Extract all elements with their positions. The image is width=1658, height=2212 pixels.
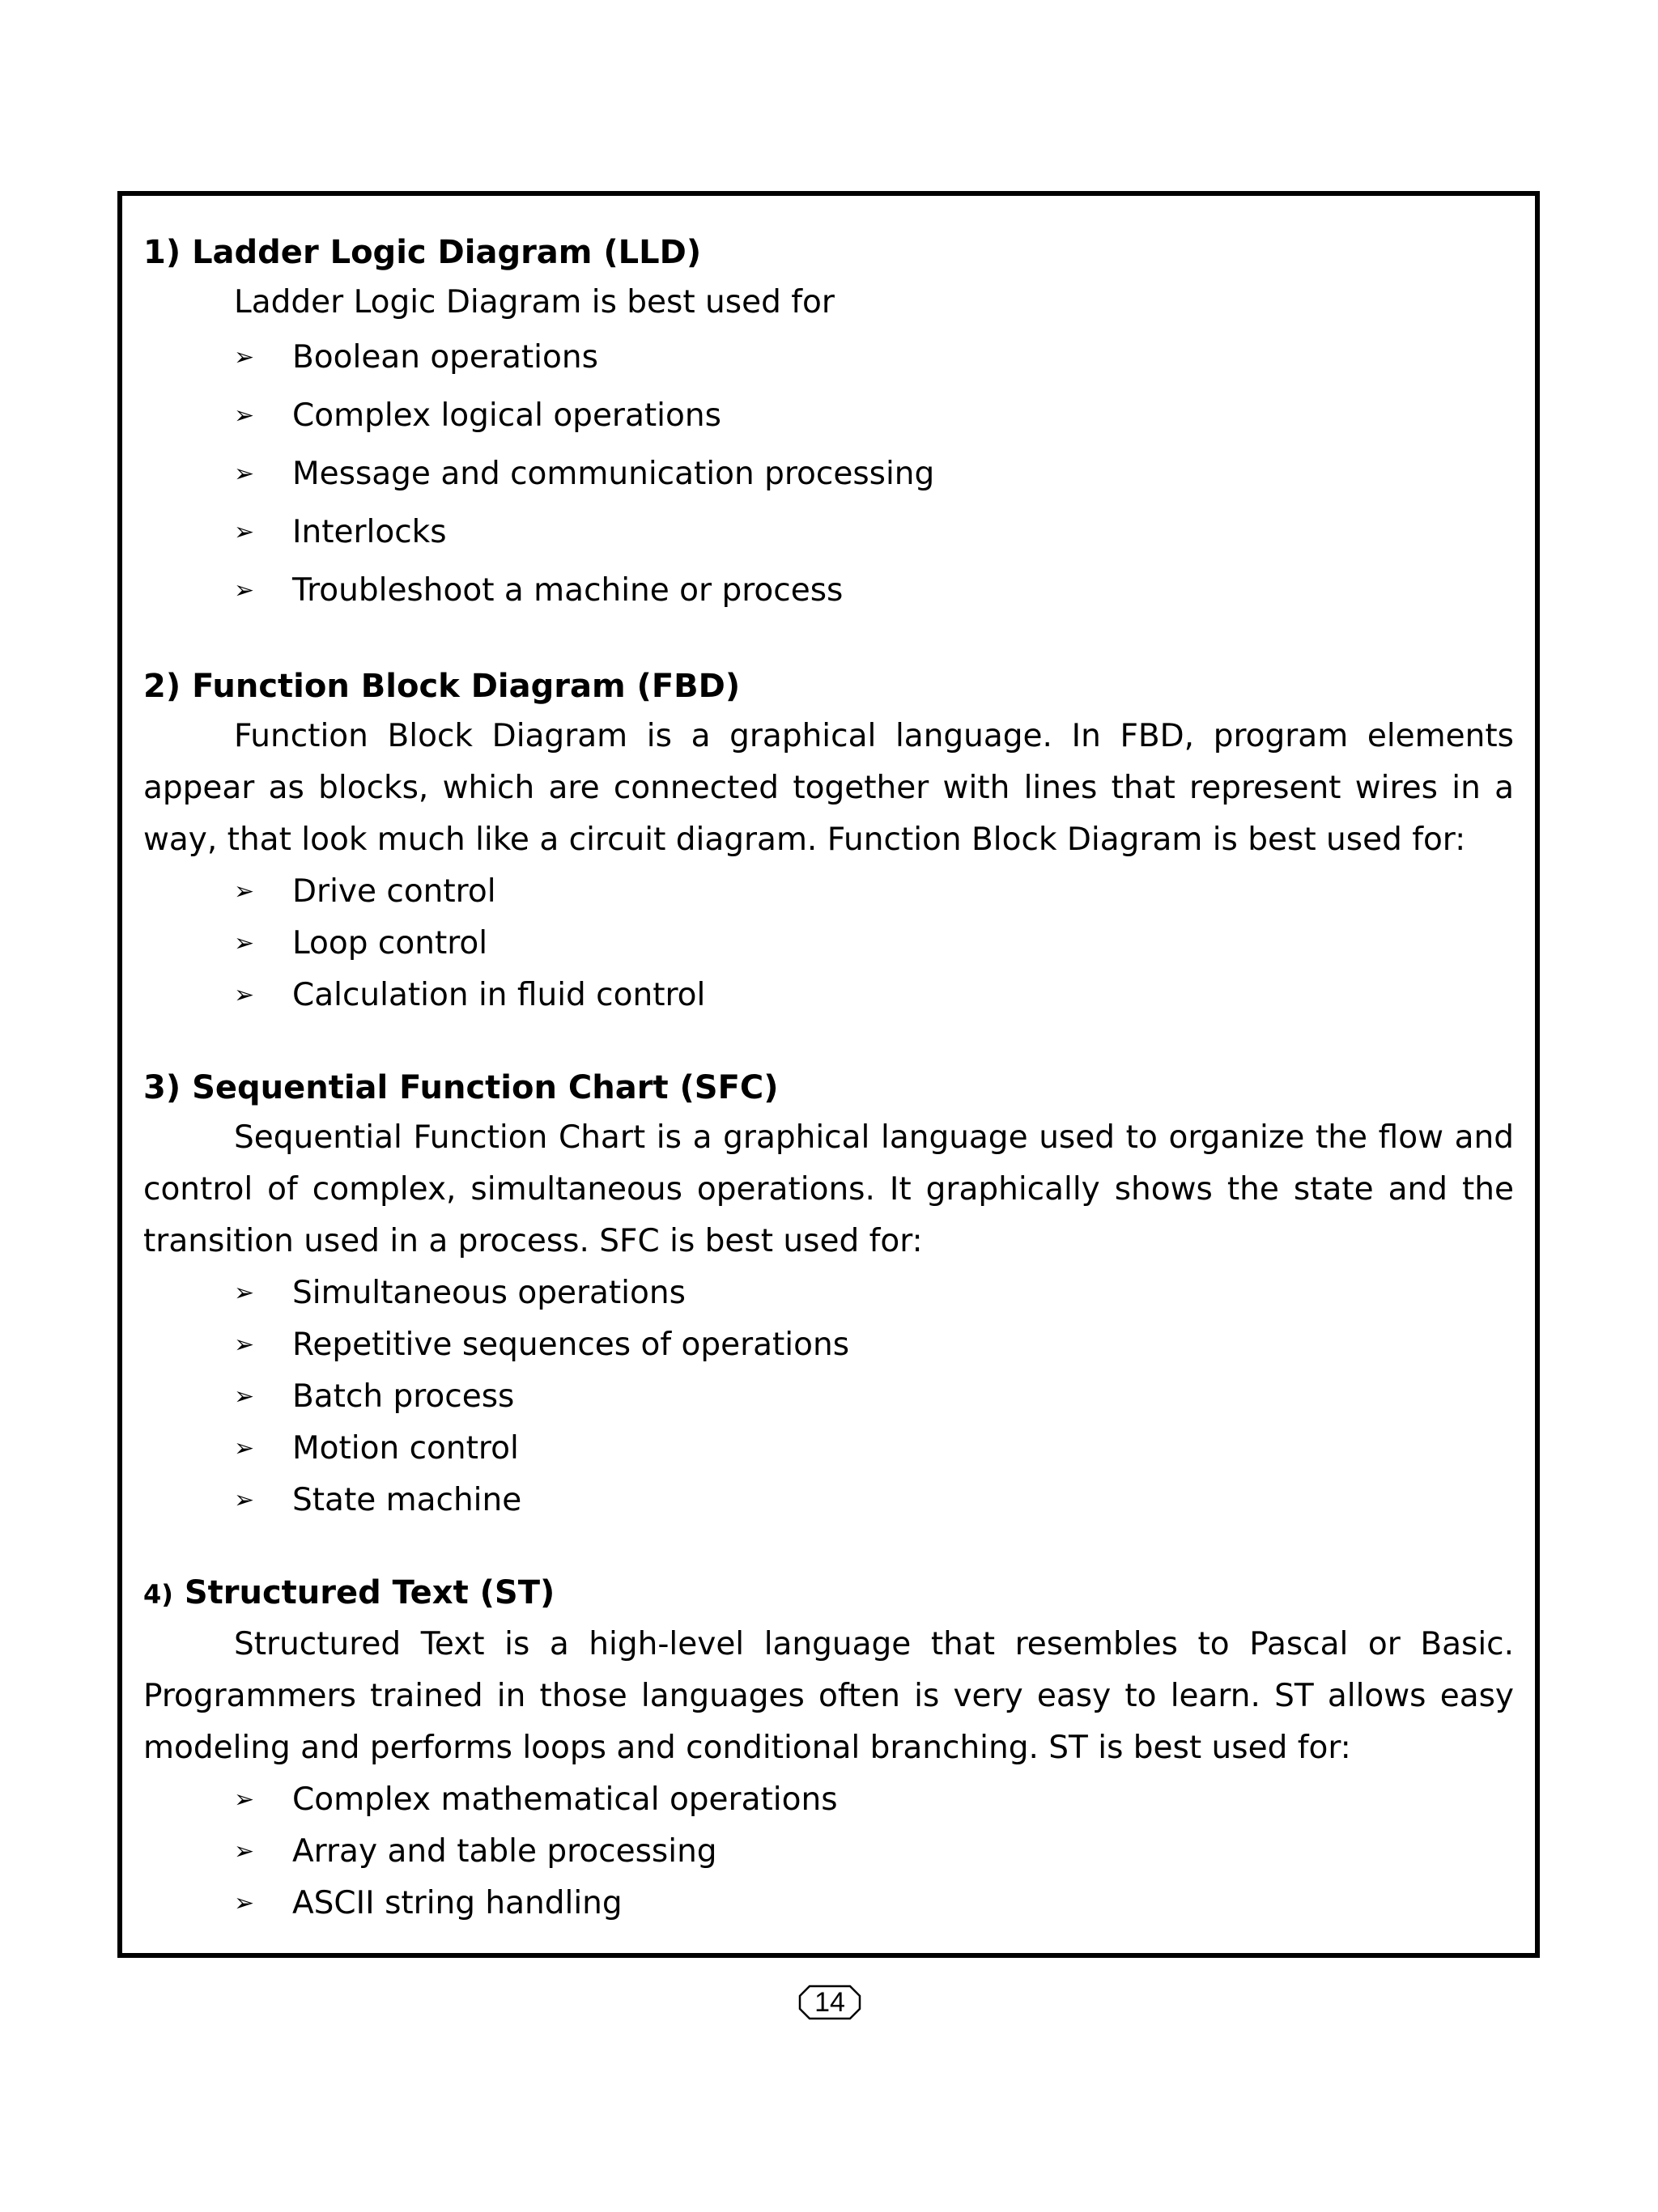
section-number: 2) [143, 668, 181, 705]
section-heading [143, 1064, 1514, 1112]
arrowhead-bullet-icon: ➢ [234, 1486, 255, 1514]
list-item-text: Boolean operations [292, 339, 598, 376]
page-content [143, 228, 1514, 1930]
list-item [234, 1878, 1514, 1930]
arrowhead-bullet-icon: ➢ [234, 401, 255, 430]
list-item [234, 1826, 1514, 1878]
section-st [143, 1569, 1514, 1930]
list-item-text: Calculation in fluid control [292, 977, 706, 1013]
list-item [234, 503, 1514, 562]
list-item [234, 445, 1514, 503]
section-heading [143, 1569, 1514, 1619]
list-item [234, 387, 1514, 445]
arrowhead-bullet-icon: ➢ [234, 1889, 255, 1917]
section-number: 1) [143, 234, 181, 271]
arrowhead-bullet-icon: ➢ [234, 1837, 255, 1866]
list-item-text: Interlocks [292, 514, 447, 550]
section-lld [143, 228, 1514, 620]
list-item [234, 970, 1514, 1021]
list-item-text: Complex logical operations [292, 397, 721, 434]
section-paragraph: Function Block Diagram is a graphical language. In FBD, program elements appear as blocks, which are connected together with lines that represent wires in a way, that look much like a circuit diagram. Function Block Diagram is best used for: [143, 718, 1514, 858]
list-item-text: Troubleshoot a machine or process [292, 572, 844, 609]
list-item [234, 329, 1514, 387]
list-item-text: Drive control [292, 873, 496, 910]
page-number [798, 1985, 861, 2020]
arrowhead-bullet-icon: ➢ [234, 460, 255, 488]
section-number: 4) [143, 1579, 173, 1610]
list-item [234, 1423, 1514, 1475]
section-title: Function Block Diagram (FBD) [192, 668, 741, 705]
list-item-text: ASCII string handling [292, 1885, 623, 1921]
section-paragraph: Sequential Function Chart is a graphical language used to organize the flow and control of complex, simultaneous operations. It graphically shows the state and the transition used in a process. SFC is best used for: [143, 1119, 1514, 1259]
list-item-text: Simultaneous operations [292, 1275, 686, 1311]
arrowhead-bullet-icon: ➢ [234, 929, 255, 957]
arrowhead-bullet-icon: ➢ [234, 518, 255, 546]
arrowhead-bullet-icon: ➢ [234, 1785, 255, 1814]
bullet-list [143, 329, 1514, 620]
list-item-text: Array and table processing [292, 1833, 717, 1870]
list-item-text: State machine [292, 1482, 522, 1518]
bullet-list [143, 866, 1514, 1021]
section-title: Structured Text (ST) [184, 1574, 555, 1611]
list-item-text: Motion control [292, 1430, 519, 1467]
section-fbd [143, 662, 1514, 1021]
section-number: 3) [143, 1069, 181, 1106]
content-frame [117, 191, 1540, 1958]
list-item-text: Complex mathematical operations [292, 1781, 838, 1818]
page-number-text: 14 [814, 1987, 845, 2018]
list-item-text: Loop control [292, 925, 488, 962]
section-intro: Ladder Logic Diagram is best used for [234, 284, 835, 321]
list-item [234, 866, 1514, 918]
arrowhead-bullet-icon: ➢ [234, 1331, 255, 1359]
list-item-text: Message and communication processing [292, 456, 935, 492]
bullet-list [143, 1267, 1514, 1526]
list-item [234, 1267, 1514, 1319]
list-item [234, 918, 1514, 970]
list-item [234, 1774, 1514, 1826]
section-paragraph: Structured Text is a high-level language that resembles to Pascal or Basic. Programmers trained in those languages often is very easy to learn. ST allows easy modeling and performs loops and conditional branching. ST is best used for: [143, 1626, 1514, 1766]
list-item-text: Batch process [292, 1378, 515, 1415]
arrowhead-bullet-icon: ➢ [234, 981, 255, 1009]
section-heading [143, 662, 1514, 711]
arrowhead-bullet-icon: ➢ [234, 576, 255, 605]
arrowhead-bullet-icon: ➢ [234, 1279, 255, 1307]
section-title: Ladder Logic Diagram (LLD) [192, 234, 702, 271]
list-item [234, 1319, 1514, 1371]
list-item-text: Repetitive sequences of operations [292, 1327, 850, 1363]
section-title: Sequential Function Chart (SFC) [192, 1069, 779, 1106]
arrowhead-bullet-icon: ➢ [234, 1434, 255, 1463]
bullet-list [143, 1774, 1514, 1930]
list-item [234, 562, 1514, 620]
list-item [234, 1371, 1514, 1423]
arrowhead-bullet-icon: ➢ [234, 343, 255, 371]
list-item [234, 1475, 1514, 1526]
arrowhead-bullet-icon: ➢ [234, 1382, 255, 1411]
section-heading [143, 228, 1514, 277]
arrowhead-bullet-icon: ➢ [234, 877, 255, 906]
section-sfc [143, 1064, 1514, 1526]
